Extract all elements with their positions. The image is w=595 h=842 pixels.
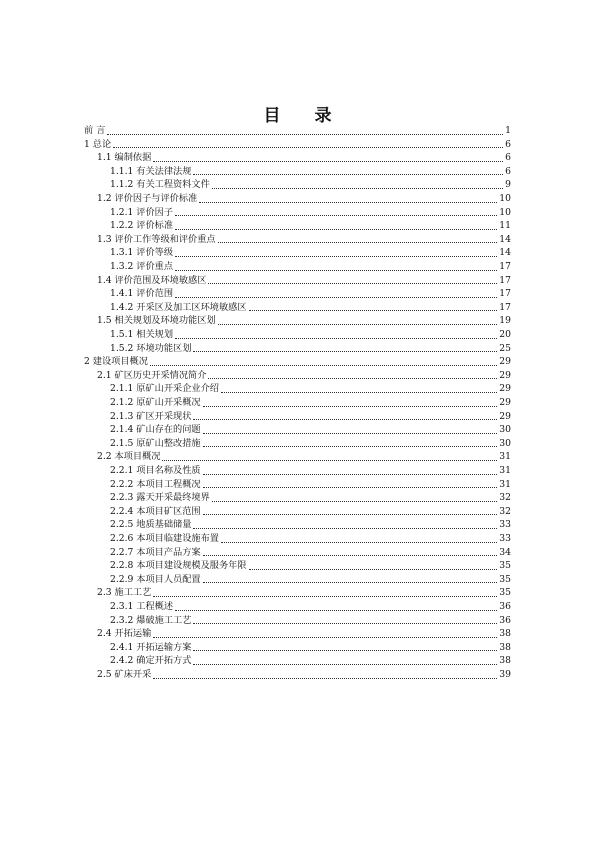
toc-entry[interactable] bbox=[110, 396, 511, 410]
dot-leader bbox=[203, 487, 498, 488]
dot-leader bbox=[249, 310, 498, 311]
toc-entry-label: 2.2.1 项目名称及性质 bbox=[110, 465, 201, 476]
dot-leader bbox=[153, 596, 497, 597]
toc-entry-page-number: 17 bbox=[499, 261, 511, 272]
toc-entry[interactable] bbox=[110, 423, 511, 437]
toc-entry-page-number: 31 bbox=[499, 451, 511, 463]
toc-entry-page-number: 31 bbox=[499, 465, 511, 476]
toc-entry-label: 2.1.1 原矿山开采企业介绍 bbox=[110, 383, 219, 395]
toc-entry-page-number: 35 bbox=[499, 560, 511, 572]
dot-leader bbox=[212, 501, 497, 502]
toc-entry-label: 2.2 本项目概况 bbox=[97, 451, 161, 463]
toc-entry[interactable] bbox=[110, 614, 511, 628]
toc-entry-label: 2.1.4 矿山存在的问题 bbox=[110, 424, 201, 436]
toc-entry-label: 2.3 施工工艺 bbox=[97, 587, 152, 599]
toc-entry-page-number: 17 bbox=[499, 274, 511, 286]
toc-entry-label: 1 总论 bbox=[84, 138, 112, 150]
toc-entry-page-number: 11 bbox=[499, 220, 511, 232]
dot-leader bbox=[203, 433, 498, 434]
toc-entry-label: 2.2.4 本项目矿区范围 bbox=[110, 505, 201, 517]
dot-leader bbox=[193, 419, 497, 420]
toc-entry-label: 2.1.5 原矿山整改措施 bbox=[110, 437, 201, 449]
dot-leader bbox=[153, 637, 497, 638]
dot-leader bbox=[175, 256, 497, 257]
toc-entry-label: 1.5.1 相关规划 bbox=[110, 329, 174, 340]
toc-entry[interactable] bbox=[110, 342, 511, 356]
toc-entry-label: 2.5 矿床开采 bbox=[97, 669, 152, 680]
dot-leader bbox=[193, 528, 497, 529]
toc-entry-page-number: 35 bbox=[499, 573, 511, 585]
toc-entry-page-number: 36 bbox=[499, 601, 511, 612]
toc-entry-label: 1.3.2 评价重点 bbox=[110, 261, 174, 272]
toc-entry-page-number: 29 bbox=[499, 369, 511, 381]
toc-entry-page-number: 30 bbox=[499, 424, 511, 436]
dot-leader bbox=[153, 678, 497, 679]
toc-entry-label: 1.3.1 评价等级 bbox=[110, 247, 174, 259]
toc-entry[interactable] bbox=[110, 328, 511, 342]
toc-entry[interactable] bbox=[110, 410, 511, 424]
toc-entry-page-number: 36 bbox=[499, 614, 511, 626]
toc-entry[interactable] bbox=[110, 641, 511, 655]
toc-entry[interactable] bbox=[97, 151, 511, 165]
dot-leader bbox=[162, 460, 497, 461]
dot-leader bbox=[203, 555, 498, 556]
dot-leader bbox=[175, 338, 497, 339]
toc-entry-page-number: 10 bbox=[499, 193, 511, 204]
dot-leader bbox=[193, 623, 497, 624]
toc-entry[interactable] bbox=[97, 274, 511, 288]
toc-entry[interactable] bbox=[110, 546, 511, 560]
toc-entry[interactable] bbox=[110, 478, 511, 492]
toc-entry-label: 1.2.1 评价因子 bbox=[110, 206, 174, 218]
dot-leader bbox=[175, 270, 497, 271]
toc-entry-page-number: 6 bbox=[505, 138, 511, 150]
toc-entry-label: 2.2.9 本项目人员配置 bbox=[110, 573, 201, 585]
toc-entry[interactable] bbox=[110, 246, 511, 260]
toc-entry-label: 2.2.8 本项目建设规模及服务年限 bbox=[110, 560, 247, 572]
toc-entry[interactable] bbox=[110, 260, 511, 274]
dot-leader bbox=[212, 188, 503, 189]
toc-entry[interactable] bbox=[97, 627, 511, 641]
dot-leader bbox=[218, 242, 498, 243]
toc-entry-page-number: 29 bbox=[499, 383, 511, 395]
toc-entry-label: 2.1.3 矿区开采现状 bbox=[110, 410, 192, 422]
toc-entry-page-number: 14 bbox=[499, 247, 511, 259]
dot-leader bbox=[199, 202, 497, 203]
dot-leader bbox=[221, 392, 497, 393]
toc-entry[interactable] bbox=[110, 518, 511, 532]
toc-entry-label: 2.2.6 本项目临建设施布置 bbox=[110, 533, 219, 544]
toc-entry-label: 1.4.1 评价范围 bbox=[110, 288, 174, 300]
toc-entry-label: 1.1 编制依据 bbox=[97, 152, 152, 164]
toc-entry-label: 1.1.2 有关工程资料文件 bbox=[110, 179, 210, 191]
toc-entry-label: 2.2.5 地质基础储量 bbox=[110, 519, 192, 531]
dot-leader bbox=[203, 446, 498, 447]
toc-entry[interactable] bbox=[97, 233, 511, 247]
toc-entry-page-number: 1 bbox=[505, 125, 511, 136]
toc-entry[interactable] bbox=[110, 532, 511, 546]
toc-entry[interactable] bbox=[110, 464, 511, 478]
toc-entry-label: 1.5 相关规划及环境功能区划 bbox=[97, 315, 216, 327]
toc-entry-page-number: 39 bbox=[499, 669, 511, 680]
toc-entry-label: 1.4 评价范围及环境敏感区 bbox=[97, 274, 207, 286]
dot-leader bbox=[208, 378, 497, 379]
dot-leader bbox=[113, 147, 503, 148]
toc-entry-label: 2 建设项目概况 bbox=[84, 356, 148, 368]
toc-entry[interactable] bbox=[110, 437, 511, 451]
toc-entry-page-number: 38 bbox=[499, 628, 511, 640]
toc-entry-page-number: 38 bbox=[499, 655, 511, 667]
toc-entry-label: 1.4.2 开采区及加工区环境敏感区 bbox=[110, 301, 247, 313]
toc-entry[interactable] bbox=[97, 586, 511, 600]
toc-entry-page-number: 17 bbox=[499, 301, 511, 313]
toc-entry-page-number: 6 bbox=[505, 165, 511, 177]
toc-entry[interactable] bbox=[97, 369, 511, 383]
dot-leader bbox=[203, 474, 498, 475]
toc-entry-page-number: 29 bbox=[499, 356, 511, 368]
dot-leader bbox=[203, 582, 498, 583]
toc-entry[interactable] bbox=[97, 450, 511, 464]
toc-entry[interactable] bbox=[110, 165, 511, 179]
toc-entry-page-number: 30 bbox=[499, 437, 511, 449]
toc-entry-page-number: 35 bbox=[499, 587, 511, 599]
toc-entry-label: 2.2.2 本项目工程概况 bbox=[110, 478, 201, 490]
toc-entry[interactable] bbox=[84, 138, 511, 152]
toc-entry-label: 2.2.3 露天开采最终境界 bbox=[110, 492, 210, 504]
toc-entry-label: 2.1 矿区历史开采情况简介 bbox=[97, 369, 207, 381]
toc-entry[interactable] bbox=[110, 287, 511, 301]
toc-entry[interactable] bbox=[110, 573, 511, 587]
toc-entry-label: 1.3 评价工作等级和评价重点 bbox=[97, 233, 216, 245]
toc-entry[interactable] bbox=[110, 219, 511, 233]
toc-entry[interactable] bbox=[97, 314, 511, 328]
toc-entry-label: 2.1.2 原矿山开采概况 bbox=[110, 397, 201, 408]
toc-entry-label: 2.3.2 爆破施工工艺 bbox=[110, 614, 192, 626]
toc-entry-page-number: 34 bbox=[499, 546, 511, 558]
dot-leader bbox=[249, 569, 498, 570]
toc-entry-page-number: 14 bbox=[499, 233, 511, 245]
dot-leader bbox=[221, 542, 497, 543]
toc-entry-page-number: 9 bbox=[505, 179, 511, 191]
toc-entry-page-number: 20 bbox=[499, 329, 511, 340]
toc-entry-page-number: 6 bbox=[505, 152, 511, 164]
toc-entry[interactable] bbox=[110, 559, 511, 573]
toc-entry-label: 2.4.1 开拓运输方案 bbox=[110, 641, 192, 653]
dot-leader bbox=[175, 297, 497, 298]
toc-entry-label: 2.3.1 工程概述 bbox=[110, 601, 174, 612]
toc-entry-page-number: 29 bbox=[499, 410, 511, 422]
toc-entry-page-number: 25 bbox=[499, 342, 511, 354]
dot-leader bbox=[175, 215, 497, 216]
toc-entry-page-number: 38 bbox=[499, 641, 511, 653]
toc-entry-page-number: 31 bbox=[499, 478, 511, 490]
toc-entry[interactable] bbox=[110, 382, 511, 396]
dot-leader bbox=[203, 514, 498, 515]
dot-leader bbox=[153, 161, 503, 162]
toc-entry[interactable] bbox=[110, 600, 511, 614]
toc-entry[interactable] bbox=[110, 654, 511, 668]
toc-entry-page-number: 17 bbox=[499, 288, 511, 300]
toc-entry-label: 1.2 评价因子与评价标准 bbox=[97, 193, 198, 204]
toc-entry[interactable] bbox=[97, 668, 511, 682]
dot-leader bbox=[193, 664, 497, 665]
dot-leader bbox=[107, 134, 503, 135]
toc-entry[interactable] bbox=[97, 192, 511, 206]
toc-entry-page-number: 29 bbox=[499, 397, 511, 408]
dot-leader bbox=[175, 610, 497, 611]
dot-leader bbox=[193, 650, 497, 651]
toc-entry-label: 2.4.2 确定开拓方式 bbox=[110, 655, 192, 667]
toc-entry-label: 1.2.2 评价标准 bbox=[110, 220, 174, 232]
dot-leader bbox=[208, 283, 497, 284]
toc-entry[interactable] bbox=[84, 355, 511, 369]
toc-entry-label: 2.4 开拓运输 bbox=[97, 628, 152, 640]
toc-entry-page-number: 32 bbox=[499, 505, 511, 517]
toc-entry[interactable] bbox=[110, 178, 511, 192]
dot-leader bbox=[175, 229, 497, 230]
toc-entry-page-number: 33 bbox=[499, 519, 511, 531]
toc-entry-page-number: 19 bbox=[499, 315, 511, 327]
toc-entry-page-number: 33 bbox=[499, 533, 511, 544]
toc-entry-label: 前 言 bbox=[84, 125, 106, 136]
toc-entry-label: 1.1.1 有关法律法规 bbox=[110, 165, 192, 177]
page-title: 目 录 bbox=[263, 106, 346, 126]
toc-entry[interactable] bbox=[84, 124, 511, 138]
toc-entry[interactable] bbox=[110, 301, 511, 315]
toc-entry[interactable] bbox=[110, 206, 511, 220]
dot-leader bbox=[193, 174, 503, 175]
toc-entry-page-number: 32 bbox=[499, 492, 511, 504]
toc-entry-label: 1.5.2 环境功能区划 bbox=[110, 342, 192, 354]
dot-leader bbox=[150, 365, 497, 366]
toc-entry-label: 2.2.7 本项目产品方案 bbox=[110, 546, 201, 558]
dot-leader bbox=[203, 406, 498, 407]
dot-leader bbox=[218, 324, 498, 325]
toc-entry-page-number: 10 bbox=[499, 206, 511, 218]
dot-leader bbox=[193, 351, 497, 352]
toc-entry[interactable] bbox=[110, 505, 511, 519]
toc-entry[interactable] bbox=[110, 491, 511, 505]
